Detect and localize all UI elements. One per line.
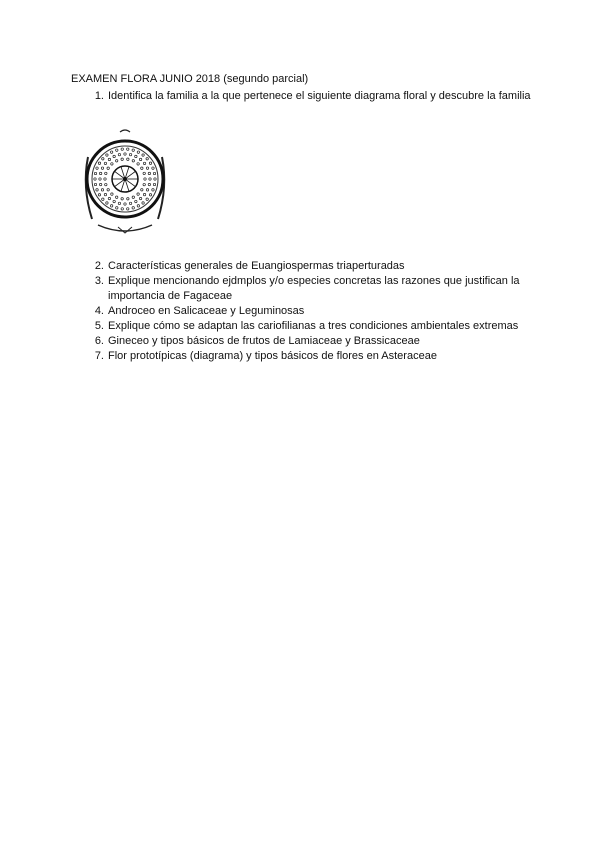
stamen-mark (115, 160, 117, 162)
stamen-mark (148, 172, 150, 174)
stamen-mark (142, 202, 144, 204)
question-item (90, 349, 540, 364)
stamen-mark (141, 189, 143, 191)
stamen-mark (149, 194, 151, 196)
stamen-mark (127, 148, 129, 150)
question-number: 1. (94, 90, 104, 102)
question-text: Gineceo y tipos básicos de frutos de Lamiaceae y Brassicaceae (108, 335, 420, 347)
stamen-mark (116, 207, 118, 209)
stamen-mark (94, 178, 96, 180)
question-text: Androceo en Salicaceae y Leguminosas (108, 305, 305, 317)
stamen-mark (132, 160, 134, 162)
stamen-mark (135, 200, 137, 202)
stamen-mark (132, 207, 134, 209)
stamen-mark (106, 154, 108, 156)
stamen-mark (149, 162, 151, 164)
question-text: Identifica la familia a la que pertenece el siguiente diagrama floral y descubre la familia (108, 90, 531, 102)
stamen-mark (99, 178, 101, 180)
stamen-mark (149, 178, 151, 180)
stamen-mark (152, 167, 154, 169)
stamen-mark (142, 154, 144, 156)
stamen-mark (96, 167, 98, 169)
question-number: 3. (94, 275, 104, 287)
question-number: 2. (94, 260, 104, 272)
stamen-mark (129, 202, 131, 204)
stamen-mark (121, 148, 123, 150)
stamen-mark (129, 153, 131, 155)
stamen-mark (104, 193, 106, 195)
stamen-mark (108, 197, 110, 199)
stamen-mark (154, 178, 156, 180)
stamen-mark (124, 153, 126, 155)
stamen-mark (137, 151, 139, 153)
stamen-mark (106, 202, 108, 204)
stamen-mark (102, 198, 104, 200)
stamen-mark (121, 208, 123, 210)
stamen-mark (127, 198, 129, 200)
stamen-mark (127, 208, 129, 210)
stamen-mark (132, 149, 134, 151)
question-number: 4. (94, 305, 104, 317)
stamen-mark (101, 189, 103, 191)
stamen-mark (99, 172, 101, 174)
exam-title: EXAMEN FLORA JUNIO 2018 (segundo parcial) (71, 73, 309, 85)
stamen-mark (110, 205, 112, 207)
stamen-mark (146, 167, 148, 169)
stamen-mark (118, 202, 120, 204)
question-number: 6. (94, 335, 104, 347)
stamen-mark (104, 178, 106, 180)
stamen-mark (111, 193, 113, 195)
stamen-mark (94, 172, 96, 174)
stamen-mark (137, 163, 139, 165)
stamen-mark (96, 189, 98, 191)
stamen-mark (144, 178, 146, 180)
stamen-mark (121, 198, 123, 200)
stamen-mark (121, 158, 123, 160)
stamen-mark (98, 194, 100, 196)
stamen-mark (111, 163, 113, 165)
stamen-mark (153, 183, 155, 185)
question-number: 5. (94, 320, 104, 332)
stamen-mark (153, 172, 155, 174)
stamen-mark (143, 162, 145, 164)
floral-diagram-icon (80, 127, 170, 239)
stamen-mark (118, 153, 120, 155)
stamen-mark (152, 189, 154, 191)
stamen-mark (102, 158, 104, 160)
question-item (90, 274, 540, 304)
question-item (90, 304, 540, 319)
question-text: Explique cómo se adaptan las cariofilianas a tres condiciones ambientales extremas (108, 320, 519, 332)
stamen-mark (101, 167, 103, 169)
stamen-mark (99, 183, 101, 185)
question-text: Explique mencionando ejdmplos y/o especies concretas las razones que justifican la importancia de Fagaceae (108, 275, 520, 302)
stamen-mark (146, 189, 148, 191)
stamen-mark (98, 162, 100, 164)
stamen-mark (137, 193, 139, 195)
stamen-mark (124, 203, 126, 205)
question-item (90, 259, 540, 274)
stamen-mark (113, 200, 115, 202)
stamen-mark (146, 198, 148, 200)
stamen-mark (113, 155, 115, 157)
stamen-mark (108, 158, 110, 160)
stamen-mark (104, 162, 106, 164)
stamen-mark (132, 196, 134, 198)
stamen-mark (148, 183, 150, 185)
stamen-mark (143, 193, 145, 195)
question-text: Características generales de Euangiospermas triaperturadas (108, 260, 405, 272)
stamen-mark (107, 167, 109, 169)
question-item (90, 334, 540, 349)
stamen-mark (141, 167, 143, 169)
stamen-mark (146, 158, 148, 160)
stamen-mark (137, 205, 139, 207)
stamen-mark (143, 183, 145, 185)
stamen-mark (107, 189, 109, 191)
stamen-mark (135, 155, 137, 157)
stamen-mark (139, 197, 141, 199)
stamen-mark (143, 172, 145, 174)
question-number: 7. (94, 350, 104, 362)
stamen-mark (105, 172, 107, 174)
stamen-mark (110, 151, 112, 153)
stamen-mark (115, 196, 117, 198)
stamen-mark (94, 183, 96, 185)
stamen-mark (116, 149, 118, 151)
stamen-mark (105, 183, 107, 185)
stamen-mark (127, 158, 129, 160)
question-text: Flor prototípicas (diagrama) y tipos básicos de flores en Asteraceae (108, 350, 437, 362)
stamen-mark (139, 158, 141, 160)
question-item (90, 89, 540, 104)
question-item (90, 319, 540, 334)
